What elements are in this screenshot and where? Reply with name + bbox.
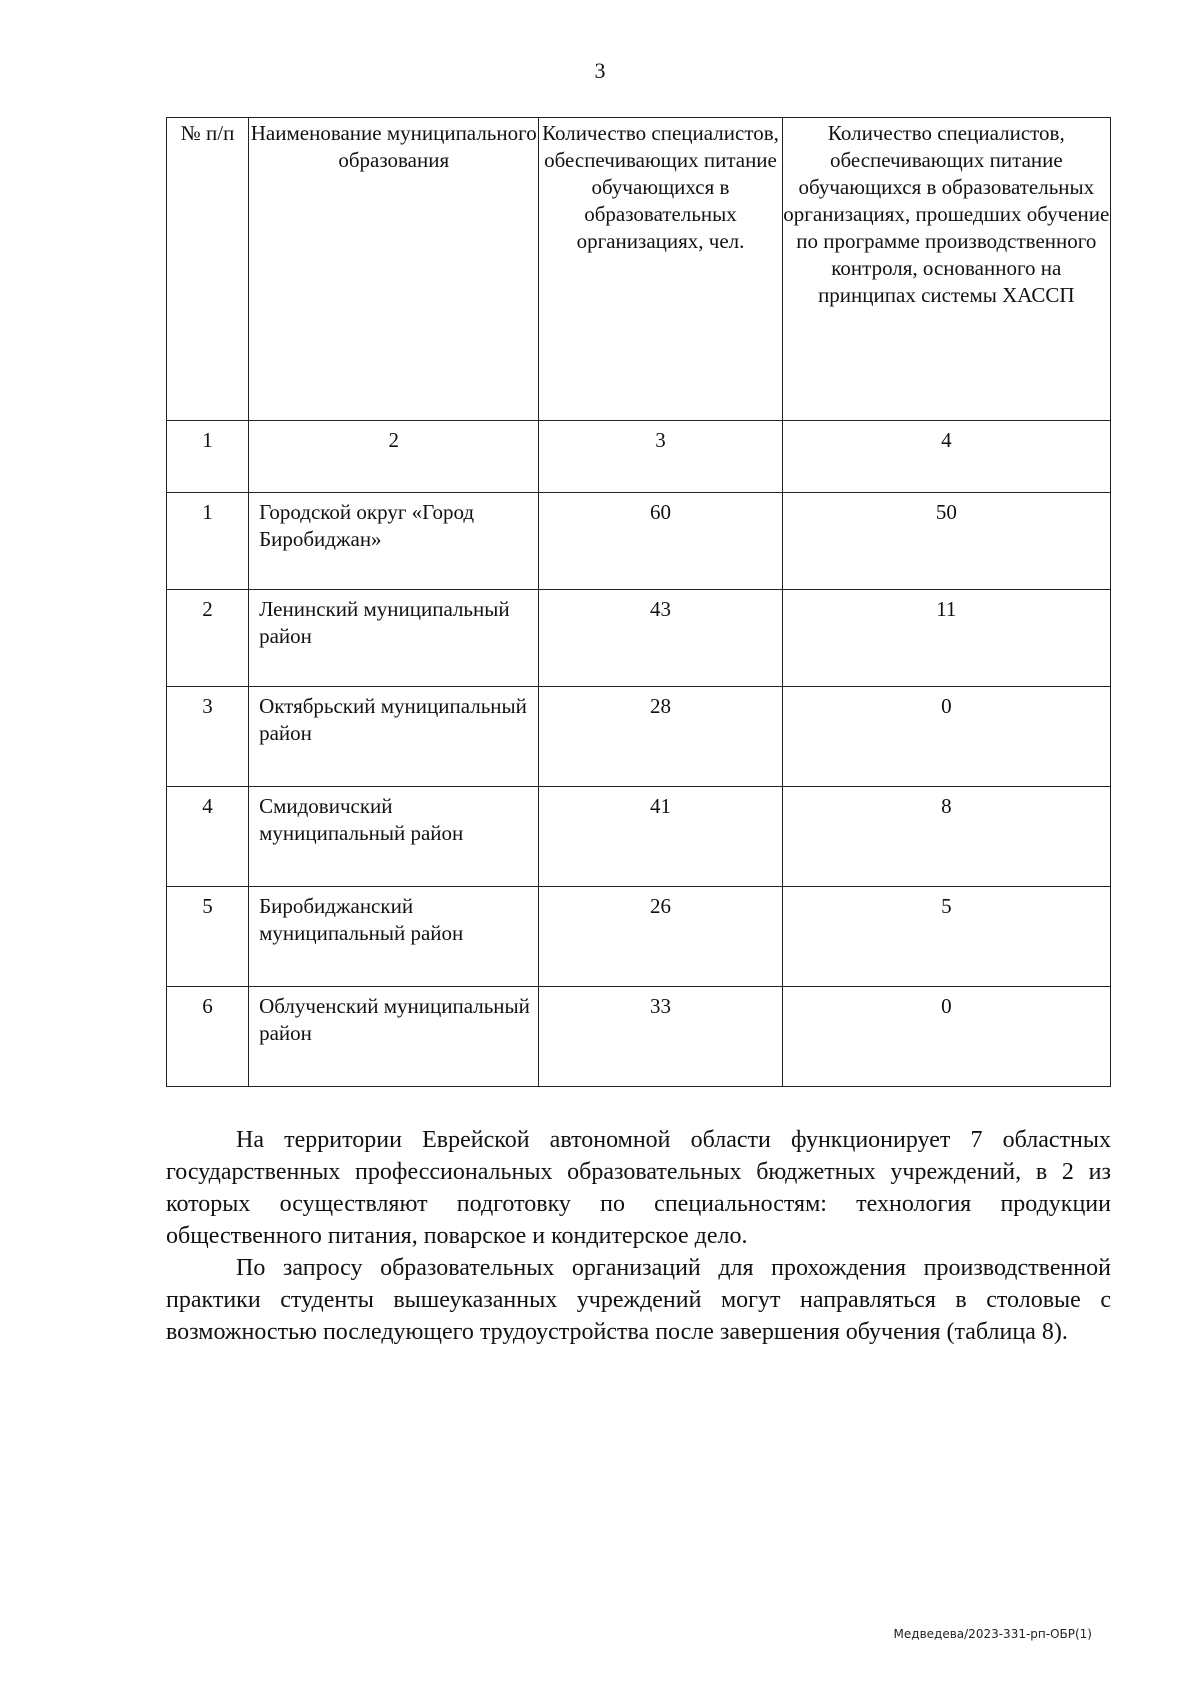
- row-trained: 8: [782, 787, 1110, 887]
- row-trained: 50: [782, 493, 1110, 590]
- column-index-3: 3: [539, 421, 782, 493]
- header-num: № п/п: [167, 118, 249, 421]
- row-name: Ленинский муниципальный район: [249, 590, 539, 687]
- body-text: [166, 1124, 1111, 1348]
- table-header-row: [167, 118, 1111, 421]
- row-num: 3: [167, 687, 249, 787]
- row-specialists: 60: [539, 493, 782, 590]
- row-name: Облученский муниципальный район: [249, 987, 539, 1087]
- column-index-1: 1: [167, 421, 249, 493]
- row-name: Смидовичский муниципальный район: [249, 787, 539, 887]
- row-name: Биробиджанский муниципальный район: [249, 887, 539, 987]
- table-row: [167, 590, 1111, 687]
- paragraph-2: По запросу образовательных организаций для прохождения производственной практики студенты вышеуказанных учреждений могут направляться в столовые с возможностью последующего трудоустройства после завершения обучения (таблица 8).: [166, 1255, 1111, 1345]
- row-name: Октябрьский муниципальный район: [249, 687, 539, 787]
- table-row: [167, 887, 1111, 987]
- row-specialists: 43: [539, 590, 782, 687]
- table-column-index-row: [167, 421, 1111, 493]
- row-specialists: 26: [539, 887, 782, 987]
- column-index-2: 2: [249, 421, 539, 493]
- paragraph-1: На территории Еврейской автономной области функционирует 7 областных государственных профессиональных образовательных бюджетных учреждений, в 2 из которых осуществляют подготовку по специальностям: технология продукции общественного питания, поварское и кондитерское дело.: [166, 1127, 1111, 1249]
- row-trained: 0: [782, 687, 1110, 787]
- table-row: [167, 493, 1111, 590]
- row-num: 4: [167, 787, 249, 887]
- row-num: 1: [167, 493, 249, 590]
- header-specialists: Количество специалистов, обеспечивающих питание обучающихся в образовательных организациях, чел.: [539, 118, 782, 421]
- header-trained: Количество специалистов, обеспечивающих питание обучающихся в образовательных организациях, прошедших обучение по программе производственного контроля, основанного на принципах системы ХАССП: [782, 118, 1110, 421]
- row-specialists: 28: [539, 687, 782, 787]
- row-specialists: 41: [539, 787, 782, 887]
- row-specialists: 33: [539, 987, 782, 1087]
- row-trained: 0: [782, 987, 1110, 1087]
- row-num: 6: [167, 987, 249, 1087]
- row-trained: 11: [782, 590, 1110, 687]
- table-row: [167, 787, 1111, 887]
- table-row: [167, 987, 1111, 1087]
- column-index-4: 4: [782, 421, 1110, 493]
- page-number: 3: [594, 58, 606, 83]
- row-num: 2: [167, 590, 249, 687]
- table-row: [167, 687, 1111, 787]
- row-trained: 5: [782, 887, 1110, 987]
- header-name: Наименование муниципального образования: [249, 118, 539, 421]
- row-num: 5: [167, 887, 249, 987]
- document-code: Медведева/2023-331-рп-ОБР(1): [893, 1627, 1092, 1641]
- specialists-table: [166, 117, 1111, 1087]
- row-name: Городской округ «Город Биробиджан»: [249, 493, 539, 590]
